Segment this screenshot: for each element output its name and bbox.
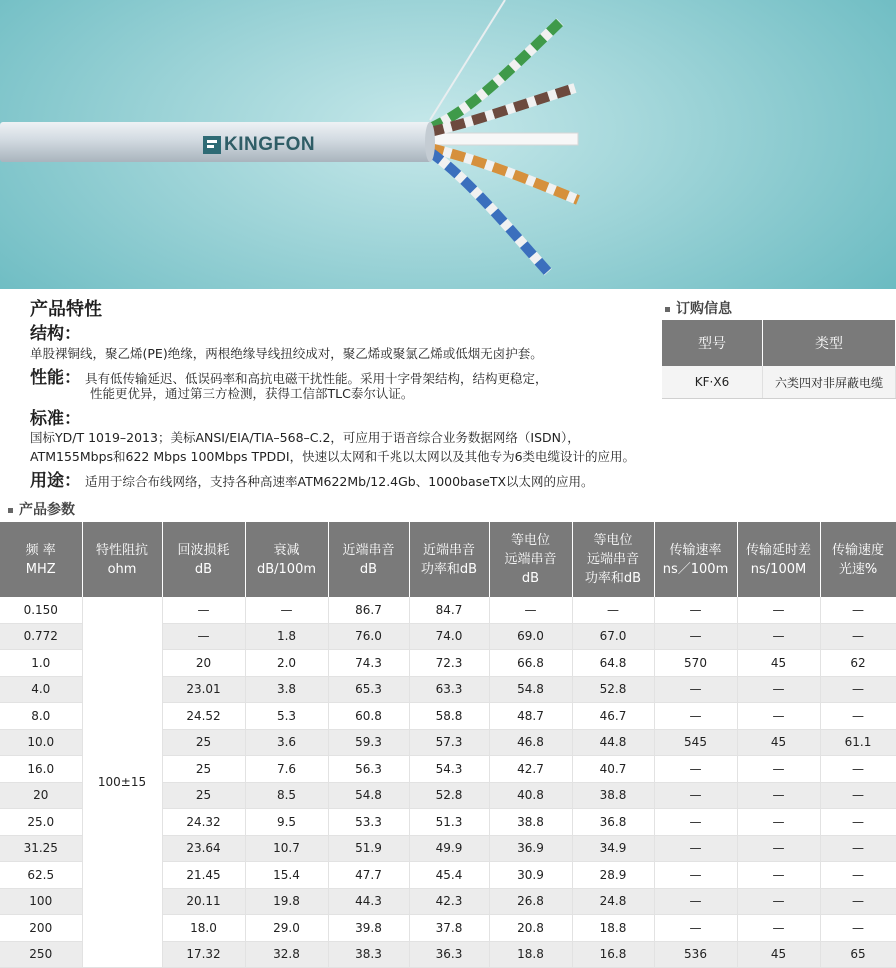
params-header-line: 功率和dB (420, 561, 478, 577)
table-cell: — (737, 623, 820, 650)
table-cell: — (737, 756, 820, 783)
params-body (0, 597, 896, 968)
table-cell: 570 (654, 650, 737, 677)
order-info-title-text: 订购信息 (676, 301, 732, 317)
table-cell: 19.8 (245, 888, 328, 915)
table-cell: — (737, 835, 820, 862)
features-title: 产品特性 (30, 299, 102, 320)
usage-text: 适用于综合布线网络，支持各种高速率ATM622Mb/12.4Gb、1000baseTX以太网的应用。 (85, 474, 594, 489)
table-cell: 72.3 (409, 650, 489, 677)
table-cell: 39.8 (328, 915, 409, 942)
table-cell: 66.8 (489, 650, 572, 677)
params-header-line: dB (194, 561, 213, 577)
order-info-table (662, 320, 896, 399)
table-cell: — (737, 703, 820, 730)
table-cell: 65 (820, 941, 896, 968)
table-cell: 36.9 (489, 835, 572, 862)
frequency-cell: 1.0 (0, 650, 82, 677)
table-cell: 53.3 (328, 809, 409, 836)
table-cell: 52.8 (572, 676, 654, 703)
table-cell: 58.8 (409, 703, 489, 730)
table-cell: — (654, 756, 737, 783)
frequency-cell: 250 (0, 941, 82, 968)
params-header-cell (820, 522, 896, 597)
params-title-text: 产品参数 (19, 502, 75, 518)
table-cell: 26.8 (489, 888, 572, 915)
order-header-model: 型号 (662, 320, 763, 366)
params-header-cell (0, 522, 82, 597)
table-cell: — (820, 597, 896, 623)
table-cell: — (820, 703, 896, 730)
table-cell: 29.0 (245, 915, 328, 942)
table-cell: 51.3 (409, 809, 489, 836)
table-cell: 10.7 (245, 835, 328, 862)
table-cell: 24.8 (572, 888, 654, 915)
performance-line-2: 性能更优异，通过第三方检测，获得工信部TLC泰尔认证。 (90, 386, 414, 401)
usage-heading: 用途： (30, 471, 81, 491)
params-header-cell (409, 522, 489, 597)
table-cell: 18.0 (162, 915, 245, 942)
table-cell: 17.32 (162, 941, 245, 968)
order-model: KF·X6 (662, 366, 763, 399)
table-cell: 23.01 (162, 676, 245, 703)
table-cell: 38.3 (328, 941, 409, 968)
order-info-title (665, 298, 732, 318)
table-cell: 536 (654, 941, 737, 968)
table-cell: 42.7 (489, 756, 572, 783)
table-cell: 45 (737, 941, 820, 968)
table-cell: 76.0 (328, 623, 409, 650)
params-header-line: MHZ (25, 561, 56, 577)
table-cell: 16.8 (572, 941, 654, 968)
params-header-line: 传输速度 (831, 542, 884, 558)
table-cell: — (489, 597, 572, 623)
table-cell: 545 (654, 729, 737, 756)
table-cell: 45 (737, 650, 820, 677)
brand-name: KINGFON (224, 134, 316, 155)
table-cell: — (654, 888, 737, 915)
table-cell: 61.1 (820, 729, 896, 756)
table-row (0, 597, 896, 623)
frequency-cell: 20 (0, 782, 82, 809)
table-cell: — (654, 597, 737, 623)
params-header-cell (489, 522, 572, 597)
table-cell: 18.8 (572, 915, 654, 942)
table-cell: 46.7 (572, 703, 654, 730)
table-cell: 36.3 (409, 941, 489, 968)
table-cell: — (654, 809, 737, 836)
table-cell: 42.3 (409, 888, 489, 915)
frequency-cell: 31.25 (0, 835, 82, 862)
table-cell: — (820, 888, 896, 915)
performance-line-1: 具有低传输延迟、低误码率和高抗电磁干扰性能。采用十字骨架结构，结构更稳定， (85, 371, 548, 386)
params-title (8, 499, 75, 519)
params-header-cell (328, 522, 409, 597)
table-cell: 7.6 (245, 756, 328, 783)
standard-heading: 标准： (30, 409, 81, 429)
table-cell: 5.3 (245, 703, 328, 730)
table-cell: 25 (162, 782, 245, 809)
table-cell: — (162, 597, 245, 623)
table-cell: 86.7 (328, 597, 409, 623)
params-header-cell (654, 522, 737, 597)
frequency-cell: 100 (0, 888, 82, 915)
frequency-cell: 0.150 (0, 597, 82, 623)
table-cell: — (572, 597, 654, 623)
params-header-line: dB (521, 571, 540, 586)
table-cell: 28.9 (572, 862, 654, 889)
frequency-cell: 25.0 (0, 809, 82, 836)
table-cell: 60.8 (328, 703, 409, 730)
params-header-row (0, 522, 896, 597)
params-header-line: 衰减 (273, 542, 300, 558)
table-cell: 20 (162, 650, 245, 677)
table-cell: — (820, 676, 896, 703)
table-cell: 3.8 (245, 676, 328, 703)
order-header-type: 类型 (763, 320, 896, 366)
params-header-cell (737, 522, 820, 597)
table-cell: 15.4 (245, 862, 328, 889)
params-header-line: dB (359, 561, 378, 577)
table-cell: 21.45 (162, 862, 245, 889)
params-header-line: 功率和dB (584, 571, 642, 586)
table-cell: — (654, 703, 737, 730)
table-cell: 18.8 (489, 941, 572, 968)
table-cell: — (737, 676, 820, 703)
table-cell: 57.3 (409, 729, 489, 756)
usage-block (30, 466, 594, 491)
table-cell: 20.8 (489, 915, 572, 942)
table-cell: 45 (737, 729, 820, 756)
impedance-cell: 100±15 (82, 597, 162, 968)
params-header-line: ns／100m (662, 561, 729, 577)
table-cell: — (820, 835, 896, 862)
table-cell: 20.11 (162, 888, 245, 915)
frequency-cell: 62.5 (0, 862, 82, 889)
structure-text: 单股裸铜线，聚乙烯(PE)绝缘，两根绝缘导线扭绞成对，聚乙烯或聚氯乙烯或低烟无卤护套。 (30, 346, 543, 361)
params-header-line: 等电位 (593, 533, 633, 548)
table-cell: — (737, 862, 820, 889)
table-cell: 74.3 (328, 650, 409, 677)
params-header-line: 近端串音 (342, 542, 395, 558)
table-cell: — (820, 782, 896, 809)
table-cell: 69.0 (489, 623, 572, 650)
kingfon-logo-icon (203, 136, 221, 154)
table-cell: — (820, 623, 896, 650)
params-header-cell (82, 522, 162, 597)
frequency-cell: 0.772 (0, 623, 82, 650)
table-cell: 1.8 (245, 623, 328, 650)
table-cell: — (654, 782, 737, 809)
table-cell: 67.0 (572, 623, 654, 650)
table-cell: 30.9 (489, 862, 572, 889)
params-header-line: 频 率 (25, 542, 56, 558)
params-header-line: 特性阻抗 (95, 542, 148, 558)
table-cell: — (737, 915, 820, 942)
product-hero-image (0, 0, 896, 289)
table-cell: 32.8 (245, 941, 328, 968)
table-cell: 54.8 (328, 782, 409, 809)
params-header-line: 等电位 (510, 533, 550, 548)
frequency-cell: 16.0 (0, 756, 82, 783)
table-cell: 23.64 (162, 835, 245, 862)
table-cell: 45.4 (409, 862, 489, 889)
table-cell: 63.3 (409, 676, 489, 703)
table-cell: — (820, 915, 896, 942)
table-cell: 8.5 (245, 782, 328, 809)
table-cell: 64.8 (572, 650, 654, 677)
params-header-line: 远端串音 (504, 552, 557, 567)
table-cell: — (654, 862, 737, 889)
table-cell: 46.8 (489, 729, 572, 756)
params-table (0, 522, 896, 968)
params-header-line: 传输速率 (669, 542, 722, 558)
params-header-line: ohm (107, 561, 137, 577)
table-cell: 25 (162, 729, 245, 756)
table-cell: 74.0 (409, 623, 489, 650)
cable-illustration (0, 0, 896, 289)
performance-heading: 性能： (30, 368, 81, 388)
standard-line-2: ATM155Mbps和622 Mbps 100Mbps TPDDI，快速以太网和千兆以太网以及其他专为6类电缆设计的应用。 (30, 449, 636, 464)
params-header-cell (572, 522, 654, 597)
square-bullet-icon (665, 307, 670, 312)
table-cell: 62 (820, 650, 896, 677)
table-cell: 2.0 (245, 650, 328, 677)
table-cell: — (654, 676, 737, 703)
frequency-cell: 4.0 (0, 676, 82, 703)
params-header-line: 传输延时差 (745, 542, 811, 558)
table-cell: — (820, 809, 896, 836)
table-cell: — (820, 862, 896, 889)
table-cell: 84.7 (409, 597, 489, 623)
table-cell: 51.9 (328, 835, 409, 862)
table-cell: — (654, 835, 737, 862)
table-cell: 24.52 (162, 703, 245, 730)
params-header-line: 光速% (838, 561, 878, 577)
table-cell: 36.8 (572, 809, 654, 836)
params-header-line: ns/100M (750, 561, 807, 577)
table-cell: 24.32 (162, 809, 245, 836)
table-cell: 38.8 (572, 782, 654, 809)
table-cell: 65.3 (328, 676, 409, 703)
table-cell: — (245, 597, 328, 623)
table-cell: 38.8 (489, 809, 572, 836)
square-bullet-icon (8, 508, 13, 513)
table-cell: — (737, 597, 820, 623)
table-cell: 3.6 (245, 729, 328, 756)
table-cell: 37.8 (409, 915, 489, 942)
params-header-cell (245, 522, 328, 597)
table-cell: 44.3 (328, 888, 409, 915)
table-cell: 34.9 (572, 835, 654, 862)
table-cell: 44.8 (572, 729, 654, 756)
table-cell: — (654, 623, 737, 650)
order-type: 六类四对非屏蔽电缆 (763, 366, 896, 399)
params-header-cell (162, 522, 245, 597)
brand-logo (203, 134, 315, 156)
table-cell: — (737, 782, 820, 809)
table-cell: 40.8 (489, 782, 572, 809)
table-cell: — (737, 809, 820, 836)
table-cell: 52.8 (409, 782, 489, 809)
table-cell: 47.7 (328, 862, 409, 889)
table-cell: 48.7 (489, 703, 572, 730)
standard-line-1: 国标YD/T 1019–2013；美标ANSI/EIA/TIA–568–C.2，可应用于语音综合业务数据网络（ISDN）， (30, 430, 580, 445)
params-header-line: 近端串音 (422, 542, 475, 558)
table-cell: 40.7 (572, 756, 654, 783)
table-cell: 56.3 (328, 756, 409, 783)
frequency-cell: 10.0 (0, 729, 82, 756)
table-cell: 49.9 (409, 835, 489, 862)
table-cell: 54.8 (489, 676, 572, 703)
table-cell: — (737, 888, 820, 915)
frequency-cell: 8.0 (0, 703, 82, 730)
table-cell: — (820, 756, 896, 783)
table-cell: 9.5 (245, 809, 328, 836)
table-cell: 54.3 (409, 756, 489, 783)
params-header-line: 远端串音 (586, 552, 639, 567)
table-cell: 59.3 (328, 729, 409, 756)
frequency-cell: 200 (0, 915, 82, 942)
table-cell: — (654, 915, 737, 942)
table-cell: — (162, 623, 245, 650)
params-header-line: dB/100m (256, 561, 317, 577)
params-header-line: 回波损耗 (177, 542, 230, 558)
table-cell: 25 (162, 756, 245, 783)
structure-heading: 结构： (30, 324, 81, 344)
